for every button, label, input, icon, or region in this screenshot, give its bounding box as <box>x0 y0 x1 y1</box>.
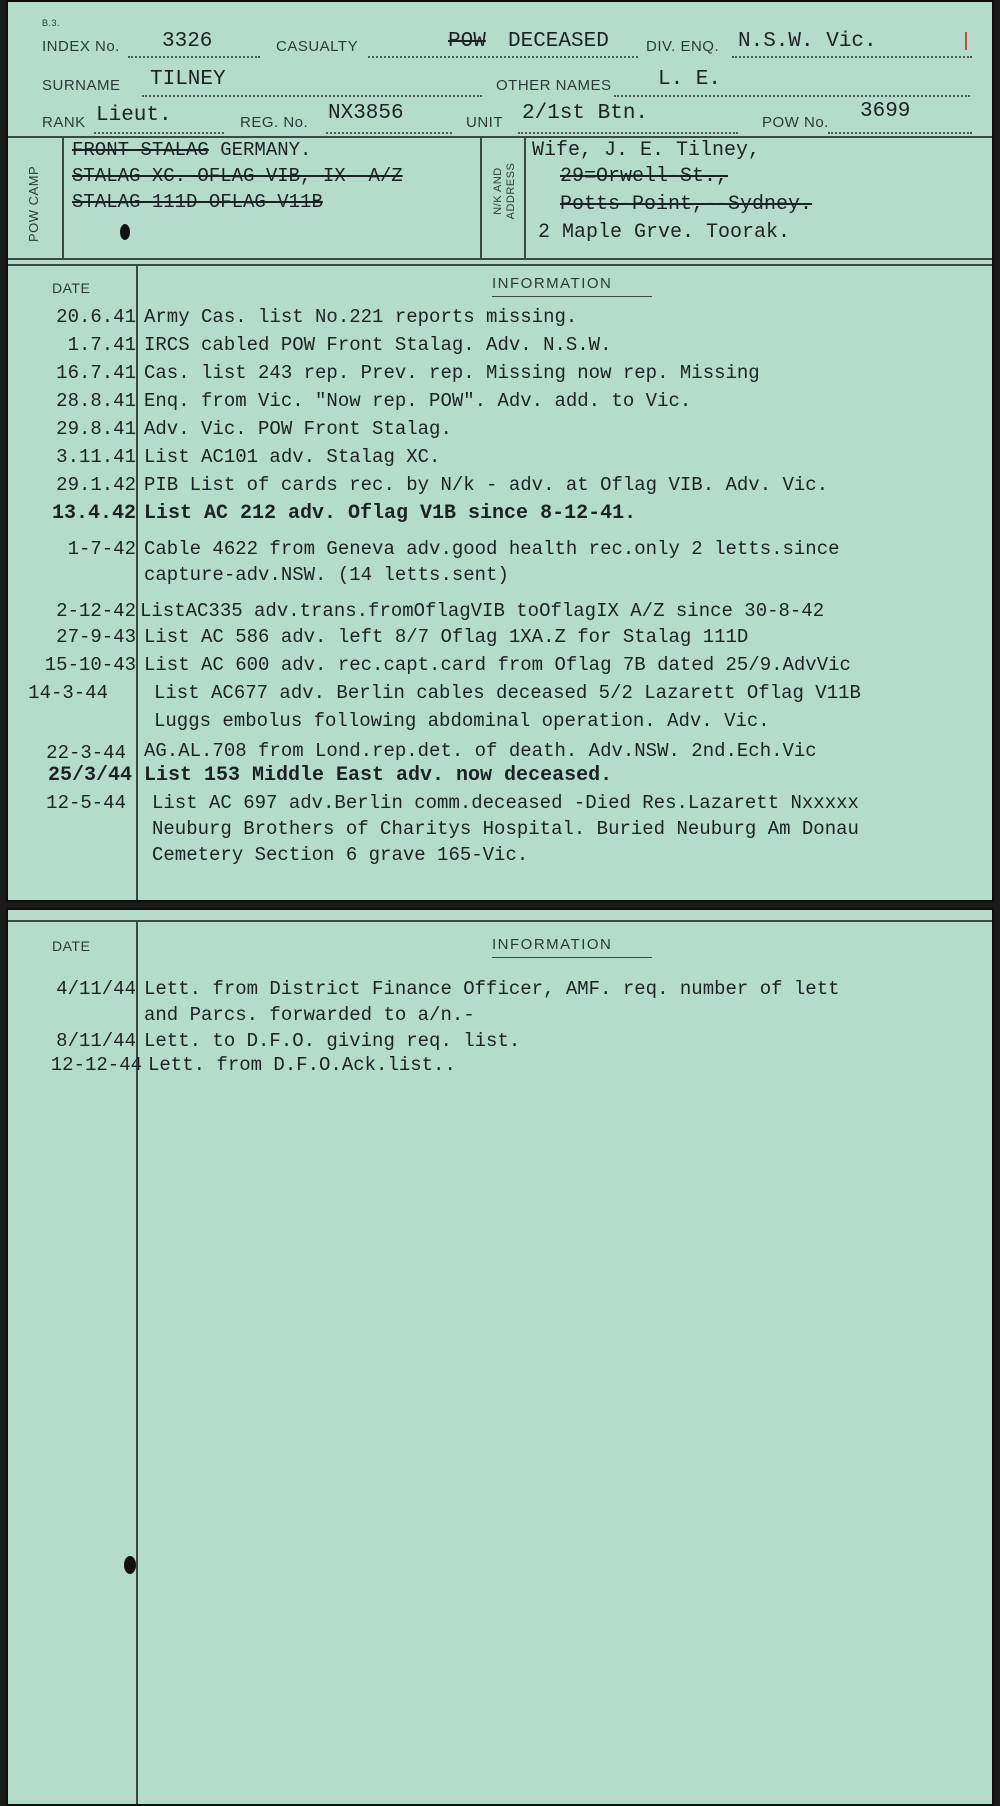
entry-date: 2-12-42 <box>56 600 136 622</box>
rank-label: RANK <box>42 114 86 131</box>
nk-address-label: N/K AND ADDRESS <box>492 162 517 220</box>
entry-text: Cemetery Section 6 grave 165-Vic. <box>152 844 529 866</box>
casualty-card-back <box>6 908 994 1806</box>
entry-date: 8/11/44 <box>56 1030 136 1052</box>
entry-date: 4/11/44 <box>56 978 136 1000</box>
entry-text: Lett. to D.F.O. giving req. list. <box>144 1030 521 1052</box>
information-header: INFORMATION <box>492 275 613 292</box>
entry-text: IRCS cabled POW Front Stalag. Adv. N.S.W. <box>144 334 612 356</box>
pow-camp-line-2: STALAG-XC. OFLAG VIB, IX--A/Z <box>72 165 403 187</box>
entry-date: 1-7-42 <box>67 538 136 560</box>
address-line-4: 2 Maple Grve. Toorak. <box>538 221 791 244</box>
surname-value: TILNEY <box>150 68 226 91</box>
form-code: B.3. <box>42 18 61 28</box>
entry-text: List AC 697 adv.Berlin comm.deceased -Died Res.Lazarett Nxxxxx <box>152 792 859 814</box>
entry-text: List AC 212 adv. Oflag V1B since 8-12-41. <box>144 502 637 525</box>
entry-date: 27-9-43 <box>56 626 136 648</box>
entry-date: 22-3-44 <box>46 742 126 764</box>
entry-date: 12-12-44 <box>50 1054 142 1076</box>
entry-date: 20.6.41 <box>56 306 136 328</box>
date-header: DATE <box>52 938 91 954</box>
entry-date: 14-3-44 <box>28 682 108 704</box>
surname-label: SURNAME <box>42 77 121 94</box>
address-line-1: Wife, J. E. Tilney, <box>532 139 761 162</box>
casualty-label: CASUALTY <box>276 38 359 55</box>
casualty-card-front <box>6 0 994 902</box>
address-line-2: 29=Orwell-St., <box>560 165 729 188</box>
entry-text: List AC101 adv. Stalag XC. <box>144 446 441 468</box>
pow-no-label: POW No. <box>762 114 829 131</box>
entry-text: PIB List of cards rec. by N/k - adv. at Oflag VIB. Adv. Vic. <box>144 474 829 496</box>
entry-text: List AC 600 adv. rec.capt.card from Oflag 7B dated 25/9.AdvVic <box>144 654 851 676</box>
entry-text: Enq. from Vic. "Now rep. POW". Adv. add. to Vic. <box>144 390 692 412</box>
entry-date: 16.7.41 <box>56 362 136 384</box>
entry-date: 3.11.41 <box>56 446 136 468</box>
entry-date: 29.8.41 <box>56 418 136 440</box>
entry-text: ListAC335 adv.trans.fromOflagVIB toOflagIX A/Z since 30-8-42 <box>140 600 825 622</box>
ink-blot <box>120 224 130 240</box>
unit-value: 2/1st Btn. <box>522 102 649 125</box>
date-header: DATE <box>52 280 91 296</box>
rank-value: Lieut. <box>96 104 172 127</box>
entry-date: 1.7.41 <box>67 334 136 356</box>
div-enq-value: N.S.W. Vic. <box>738 30 877 53</box>
entry-date: 29.1.42 <box>56 474 136 496</box>
unit-label: UNIT <box>466 114 503 131</box>
entry-text: Lett. from D.F.O.Ack.list.. <box>148 1054 456 1076</box>
other-names-value: L. E. <box>658 68 722 91</box>
ink-blot <box>124 1556 136 1574</box>
casualty-value: DECEASED <box>508 30 609 53</box>
entry-text: Adv. Vic. POW Front Stalag. <box>144 418 452 440</box>
entry-text: Lett. from District Finance Officer, AMF. req. number of lett <box>144 978 840 1000</box>
entry-text: List 153 Middle East adv. now deceased. <box>144 764 613 787</box>
div-enq-label: DIV. ENQ. <box>646 38 720 55</box>
reg-no-label: REG. No. <box>240 114 309 131</box>
entry-text: Cable 4622 from Geneva adv.good health rec.only 2 letts.since <box>144 538 840 560</box>
entry-text: Army Cas. list No.221 reports missing. <box>144 306 578 328</box>
index-no-label: INDEX No. <box>42 38 120 55</box>
pow-camp-label: POW CAMP <box>26 165 41 242</box>
other-names-label: OTHER NAMES <box>496 77 612 94</box>
address-line-3: Potts-Point,--Sydney. <box>560 193 813 216</box>
entry-text: AG.AL.708 from Lond.rep.det. of death. Adv.NSW. 2nd.Ech.Vic <box>144 740 817 762</box>
entry-text: Neuburg Brothers of Charitys Hospital. Buried Neuburg Am Donau <box>152 818 859 840</box>
entry-date: 13.4.42 <box>51 502 136 525</box>
casualty-struck-value: POW <box>448 30 486 53</box>
entry-text: capture-adv.NSW. (14 letts.sent) <box>144 564 509 586</box>
entry-text: Cas. list 243 rep. Prev. rep. Missing now rep. Missing <box>144 362 760 384</box>
pow-camp-line-1: FRONT-STALAG GERMANY. <box>72 139 312 161</box>
reg-no-value: NX3856 <box>328 102 404 125</box>
entry-date: 12-5-44 <box>46 792 126 814</box>
entry-text: List AC 586 adv. left 8/7 Oflag 1XA.Z for Stalag 111D <box>144 626 749 648</box>
pow-camp-line-3: STALAG-111D-OFLAG-V11B <box>72 191 323 213</box>
entry-date: 15-10-43 <box>44 654 136 676</box>
pow-no-value: 3699 <box>860 100 911 123</box>
index-no-value: 3326 <box>162 30 213 53</box>
entry-date: 25/3/44 <box>47 764 132 787</box>
information-header: INFORMATION <box>492 936 613 953</box>
entry-date: 28.8.41 <box>56 390 136 412</box>
red-mark <box>965 32 967 50</box>
entry-text: and Parcs. forwarded to a/n.- <box>144 1004 475 1026</box>
entry-text: Luggs embolus following abdominal operation. Adv. Vic. <box>154 710 770 732</box>
entry-text: List AC677 adv. Berlin cables deceased 5/2 Lazarett Oflag V11B <box>154 682 861 704</box>
